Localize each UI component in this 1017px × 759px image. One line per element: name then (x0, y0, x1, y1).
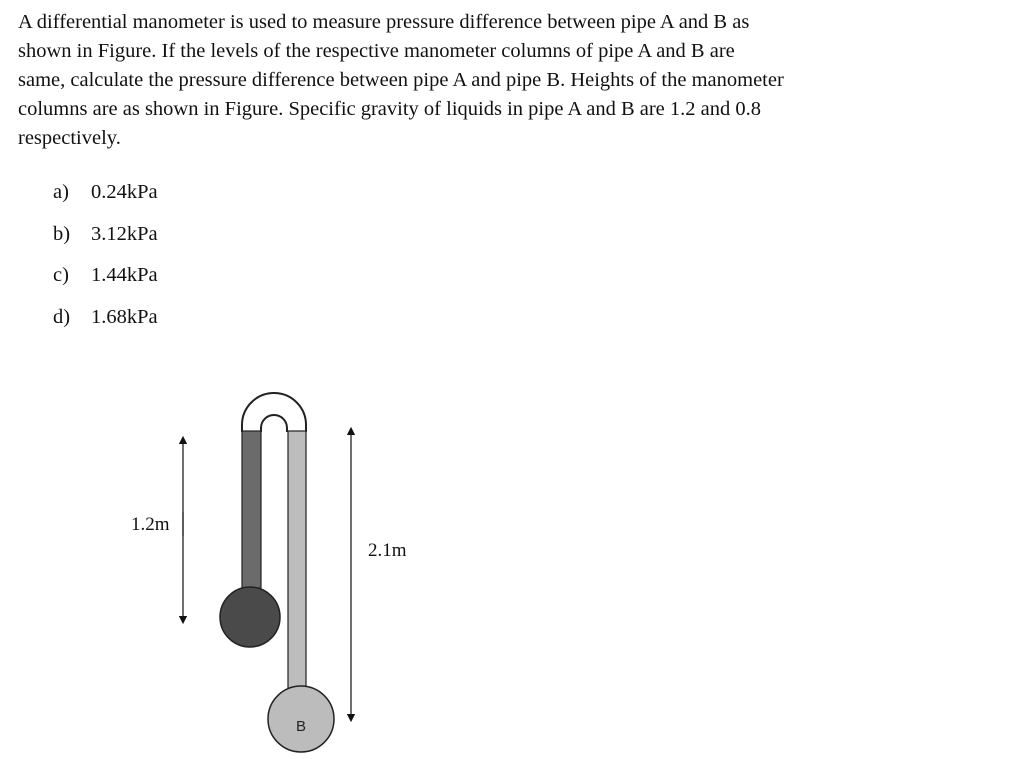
column-a (242, 431, 261, 588)
option-value: 3.12kPa (91, 222, 158, 245)
option-value: 0.24kPa (91, 181, 158, 203)
manometer-u-bend (242, 393, 306, 432)
option-value: 1.44kPa (91, 264, 158, 286)
right-height-label: 2.1m (368, 540, 407, 561)
option-letter: d) (53, 305, 71, 328)
manometer-u-bend-inner (261, 415, 287, 432)
left-height-label: 1.2m (131, 514, 170, 535)
option-value: 1.68kPa (91, 305, 158, 328)
pipe-a-bulb (220, 587, 280, 647)
option-letter: c) (53, 264, 69, 286)
question-line: columns are as shown in Figure. Specific gravity of liquids in pipe A and B are 1.2 and 0.8 (18, 98, 761, 120)
column-b (288, 431, 306, 693)
question-line: same, calculate the pressure difference between pipe A and pipe B. Heights of the manometer (18, 69, 784, 91)
question-line: respectively. (18, 127, 121, 149)
option-letter: b) (53, 222, 71, 245)
pipe-b-label: B (296, 718, 307, 735)
question-line: A differential manometer is used to measure pressure difference between pipe A and B as (18, 11, 750, 33)
option-letter: a) (53, 181, 69, 203)
question-line: shown in Figure. If the levels of the respective manometer columns of pipe A and B are (18, 40, 735, 62)
